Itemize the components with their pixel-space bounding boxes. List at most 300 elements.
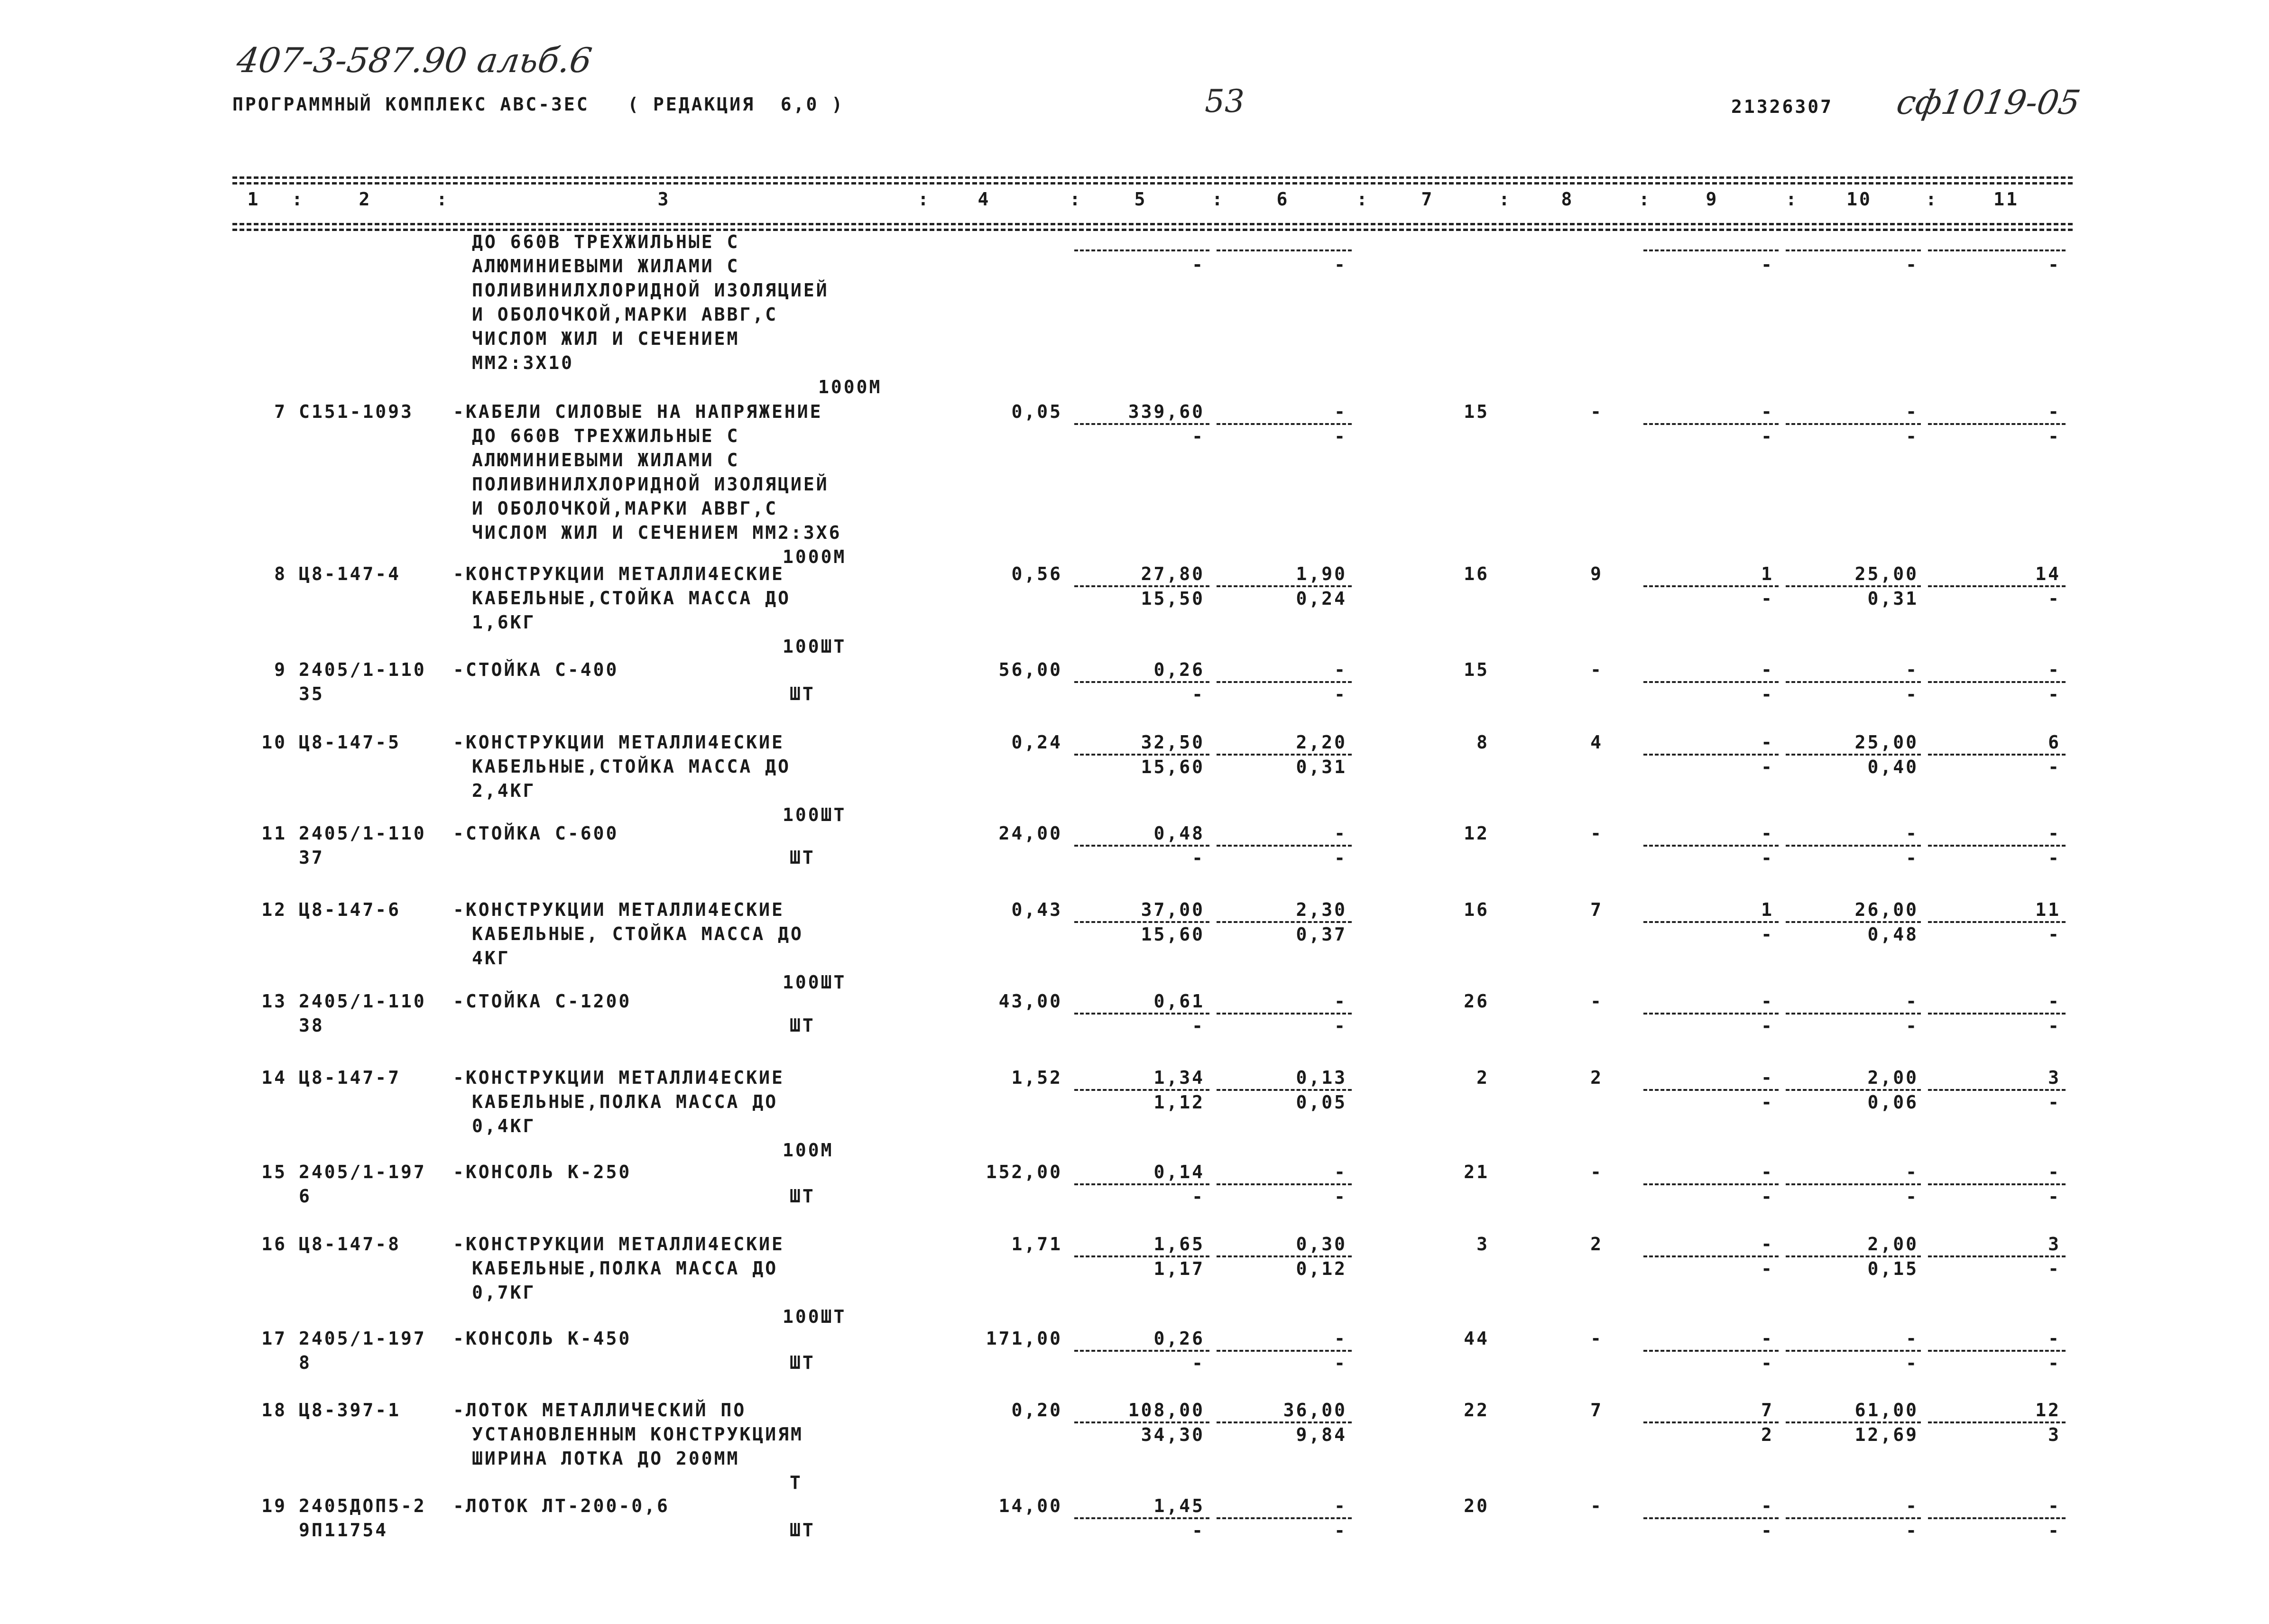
row-c10: - (1906, 823, 1919, 844)
row-description-line: -КОНСТРУКЦИИ МЕТАЛЛИ4ЕСКИЕ (453, 899, 784, 920)
row-description-line: И ОБОЛОЧКОЙ,МАРКИ АВВГ,С (472, 498, 778, 519)
continuation-description-line: ПОЛИВИНИЛХЛОРИДНОЙ ИЗОЛЯЦИЕЙ (472, 280, 829, 301)
dashed-underline-c10 (1786, 1183, 1921, 1185)
dashed-underline-c10 (1786, 249, 1921, 251)
row-c8: 7 (1590, 899, 1603, 920)
row-c5b: - (1192, 1353, 1205, 1374)
row-c6: - (1334, 1495, 1347, 1516)
row-c6: 0,13 (1296, 1067, 1347, 1088)
continuation-c11b: - (2048, 254, 2061, 275)
row-c9b: - (1761, 1353, 1774, 1374)
row-description-line: КАБЕЛЬНЫЕ,ПОЛКА МАССА ДО (472, 1091, 778, 1112)
row-c11: - (2048, 401, 2061, 422)
dashed-underline-c10 (1786, 1421, 1921, 1423)
row-c10: - (1906, 1328, 1919, 1349)
row-description-line: ПОЛИВИНИЛХЛОРИДНОЙ ИЗОЛЯЦИЕЙ (472, 474, 829, 495)
row-c11b: - (2048, 1520, 2061, 1541)
row-c9b: - (1761, 426, 1774, 447)
dashed-underline-c11 (1928, 1517, 2066, 1519)
row-c11b: - (2048, 588, 2061, 609)
row-c11: 3 (2048, 1234, 2061, 1255)
row-c4: 56,00 (998, 659, 1062, 680)
row-unit: ШТ (790, 1352, 815, 1373)
dashed-underline-c10 (1786, 754, 1921, 756)
row-c6b: - (1334, 426, 1347, 447)
column-header-6: 6 (1276, 189, 1290, 210)
row-c10b: - (1906, 684, 1919, 705)
row-code: 9П11754 (299, 1520, 388, 1541)
row-c4: 1,71 (1011, 1234, 1062, 1255)
row-c4: 0,43 (1011, 899, 1062, 920)
dashed-underline-c10 (1786, 585, 1921, 587)
row-c7: 15 (1464, 659, 1489, 680)
row-number: 8 (274, 563, 287, 584)
row-c8: - (1590, 823, 1603, 844)
row-c10: - (1906, 1162, 1919, 1182)
row-c11: 3 (2048, 1067, 2061, 1088)
row-unit: ШТ (790, 847, 815, 868)
row-c8: 2 (1590, 1234, 1603, 1255)
dashed-underline-c10 (1786, 681, 1921, 683)
dashed-underline-c5 (1074, 921, 1209, 923)
dashed-underline-c6 (1217, 1350, 1352, 1352)
row-c8: 9 (1590, 563, 1603, 584)
program-title: ПРОГРАММНЫЙ КОМПЛЕКС АВС-3ЕС ( РЕДАКЦИЯ 6,0 ) (232, 94, 845, 115)
row-c6b: 0,37 (1296, 924, 1347, 945)
row-c6: - (1334, 659, 1347, 680)
row-unit: ШТ (790, 1186, 815, 1207)
row-c7: 8 (1476, 732, 1489, 753)
row-code: 8 (299, 1352, 312, 1373)
continuation-description-line: ММ2:3Х10 (472, 352, 574, 373)
row-c11: 14 (2035, 563, 2061, 584)
continuation-c5b: - (1192, 254, 1205, 275)
row-number: 13 (261, 991, 287, 1012)
row-code: 2405ДОП5-2 (299, 1495, 426, 1516)
row-description-line: АЛЮМИНИЕВЫМИ ЖИЛАМИ С (472, 450, 740, 471)
row-description-line: 1,6КГ (472, 612, 536, 633)
row-c6b: 0,24 (1296, 588, 1347, 609)
row-c5b: 15,50 (1141, 588, 1205, 609)
document-number: 21326307 (1731, 96, 1834, 117)
row-description-line: УСТАНОВЛЕННЫМ КОНСТРУКЦИЯМ (472, 1424, 803, 1445)
dashed-underline-c9 (1643, 1350, 1779, 1352)
column-header-2: 2 (359, 189, 372, 210)
row-c9: - (1761, 401, 1774, 422)
row-c8: 4 (1590, 732, 1603, 753)
row-c11b: - (2048, 426, 2061, 447)
row-c5b: - (1192, 684, 1205, 705)
row-c11b: - (2048, 924, 2061, 945)
row-code: 2405/1-110 (299, 659, 426, 680)
column-header-3: 3 (657, 189, 671, 210)
row-c11: - (2048, 991, 2061, 1012)
row-code: Ц8-147-4 (299, 563, 401, 584)
row-c6b: - (1334, 684, 1347, 705)
row-description-line: 0,7КГ (472, 1282, 536, 1303)
dashed-underline-c10 (1786, 1350, 1921, 1352)
continuation-description-line: ДО 660В ТРЕХЖИЛЬНЫЕ С (472, 231, 740, 252)
row-description-line: -ЛОТОК ЛТ-200-0,6 (453, 1495, 670, 1516)
dashed-underline-c5 (1074, 1089, 1209, 1091)
row-c8: 7 (1590, 1400, 1603, 1421)
row-c5: 1,34 (1153, 1067, 1205, 1088)
row-c8: - (1590, 991, 1603, 1012)
continuation-description-line: АЛЮМИНИЕВЫМИ ЖИЛАМИ С (472, 256, 740, 277)
dashed-underline-c11 (1928, 921, 2066, 923)
row-c5: 108,00 (1128, 1400, 1205, 1421)
row-c9: - (1761, 1162, 1774, 1182)
column-separator: : (436, 189, 449, 210)
dashed-underline-c11 (1928, 249, 2066, 251)
row-code: 2405/1-197 (299, 1162, 426, 1182)
row-code: Ц8-147-5 (299, 732, 401, 753)
row-c8: - (1590, 1162, 1603, 1182)
row-c10b: - (1906, 1353, 1919, 1374)
row-c5: 27,80 (1141, 563, 1205, 584)
continuation-description-line: И ОБОЛОЧКОЙ,МАРКИ АВВГ,С (472, 304, 778, 325)
row-unit: ШТ (790, 1015, 815, 1036)
row-c9b: 2 (1761, 1424, 1774, 1445)
row-unit: 1000М (783, 546, 847, 567)
row-c11b: - (2048, 1015, 2061, 1036)
column-separator: : (1070, 189, 1082, 210)
table-top-rule-2 (232, 182, 2073, 185)
row-c10: - (1906, 991, 1919, 1012)
continuation-description-line: ЧИСЛОМ ЖИЛ И СЕЧЕНИЕМ (472, 328, 740, 349)
row-c11b: - (2048, 1258, 2061, 1279)
column-header-10: 10 (1846, 189, 1872, 210)
row-c9: - (1761, 1495, 1774, 1516)
dashed-underline-c6 (1217, 1517, 1352, 1519)
row-c8: - (1590, 401, 1603, 422)
dashed-underline-c6 (1217, 1089, 1352, 1091)
row-code: Ц8-397-1 (299, 1400, 401, 1421)
row-c7: 3 (1476, 1234, 1489, 1255)
row-c6: - (1334, 1162, 1347, 1182)
row-c10: 26,00 (1854, 899, 1919, 920)
row-c7: 21 (1464, 1162, 1489, 1182)
dashed-underline-c9 (1643, 681, 1779, 683)
row-c9b: - (1761, 924, 1774, 945)
row-c5: 1,45 (1153, 1495, 1205, 1516)
row-c5b: 1,17 (1153, 1258, 1205, 1279)
dashed-underline-c11 (1928, 1350, 2066, 1352)
dashed-underline-c11 (1928, 1255, 2066, 1257)
row-description-line: -КОНСТРУКЦИИ МЕТАЛЛИ4ЕСКИЕ (453, 1234, 784, 1255)
dashed-underline-c6 (1217, 423, 1352, 425)
row-code: 35 (299, 683, 324, 704)
dashed-underline-c11 (1928, 1013, 2066, 1015)
dashed-underline-c11 (1928, 585, 2066, 587)
row-number: 14 (261, 1067, 287, 1088)
dashed-underline-c5 (1074, 1350, 1209, 1352)
row-c5b: 15,60 (1141, 924, 1205, 945)
row-description-line: -ЛОТОК МЕТАЛЛИЧЕСКИЙ ПО (453, 1400, 747, 1421)
row-c6b: - (1334, 848, 1347, 868)
row-c5: 0,26 (1153, 1328, 1205, 1349)
column-separator: : (1639, 189, 1651, 210)
row-c6: 2,20 (1296, 732, 1347, 753)
dashed-underline-c6 (1217, 1013, 1352, 1015)
row-c7: 22 (1464, 1400, 1489, 1421)
column-header-8: 8 (1561, 189, 1574, 210)
row-c9b: - (1761, 1015, 1774, 1036)
dashed-underline-c6 (1217, 754, 1352, 756)
row-description-line: ЧИСЛОМ ЖИЛ И СЕЧЕНИЕМ ММ2:3Х6 (472, 522, 842, 543)
row-c8: - (1590, 659, 1603, 680)
row-c9b: - (1761, 848, 1774, 868)
row-c11: - (2048, 1328, 2061, 1349)
row-unit: 100ШТ (783, 804, 847, 825)
dashed-underline-c5 (1074, 845, 1209, 847)
row-c10: 25,00 (1854, 563, 1919, 584)
dashed-underline-c6 (1217, 921, 1352, 923)
dashed-underline-c10 (1786, 423, 1921, 425)
column-header-5: 5 (1134, 189, 1147, 210)
dashed-underline-c11 (1928, 845, 2066, 847)
row-c9: - (1761, 1234, 1774, 1255)
handwritten-reference: сф1019-05 (1893, 83, 2084, 122)
row-number: 18 (261, 1400, 287, 1421)
column-separator: : (292, 189, 304, 210)
row-code: Ц8-147-7 (299, 1067, 401, 1088)
dashed-underline-c11 (1928, 681, 2066, 683)
row-c4: 0,05 (1011, 401, 1062, 422)
row-description-line: -КОНСТРУКЦИИ МЕТАЛЛИ4ЕСКИЕ (453, 1067, 784, 1088)
row-number: 19 (261, 1495, 287, 1516)
row-c5: 32,50 (1141, 732, 1205, 753)
row-c6b: 0,12 (1296, 1258, 1347, 1279)
row-c11b: - (2048, 1092, 2061, 1113)
row-description-line: -КОНСТРУКЦИИ МЕТАЛЛИ4ЕСКИЕ (453, 732, 784, 753)
dashed-underline-c9 (1643, 845, 1779, 847)
row-c9b: - (1761, 1258, 1774, 1279)
row-c9: - (1761, 1328, 1774, 1349)
row-c10: - (1906, 1495, 1919, 1516)
table-header-rule (232, 223, 2073, 225)
row-c9b: - (1761, 588, 1774, 609)
row-c11: - (2048, 659, 2061, 680)
dashed-underline-c9 (1643, 1421, 1779, 1423)
column-header-1: 1 (247, 189, 260, 210)
column-header-11: 11 (1993, 189, 2019, 210)
row-c5b: - (1192, 848, 1205, 868)
row-c10b: 0,06 (1867, 1092, 1919, 1113)
continuation-unit: 1000М (818, 377, 882, 397)
row-c4: 152,00 (986, 1162, 1062, 1182)
row-unit: 100ШТ (783, 1306, 847, 1327)
dashed-underline-c10 (1786, 921, 1921, 923)
dashed-underline-c6 (1217, 845, 1352, 847)
dashed-underline-c5 (1074, 1517, 1209, 1519)
row-c4: 0,24 (1011, 732, 1062, 753)
dashed-underline-c6 (1217, 585, 1352, 587)
row-unit: Т (790, 1472, 802, 1493)
row-c6: 0,30 (1296, 1234, 1347, 1255)
dashed-underline-c9 (1643, 423, 1779, 425)
dashed-underline-c11 (1928, 1089, 2066, 1091)
row-c10: 2,00 (1867, 1067, 1919, 1088)
column-separator: : (1212, 189, 1225, 210)
dashed-underline-c6 (1217, 1421, 1352, 1423)
dashed-underline-c10 (1786, 1255, 1921, 1257)
row-c8: - (1590, 1328, 1603, 1349)
dashed-underline-c9 (1643, 1089, 1779, 1091)
row-c7: 16 (1464, 899, 1489, 920)
row-c6: - (1334, 401, 1347, 422)
dashed-underline-c6 (1217, 1255, 1352, 1257)
row-unit: ШТ (790, 683, 815, 704)
dashed-underline-c6 (1217, 1183, 1352, 1185)
row-number: 10 (261, 732, 287, 753)
row-c5b: 1,12 (1153, 1092, 1205, 1113)
row-c6: - (1334, 823, 1347, 844)
row-c10b: 0,31 (1867, 588, 1919, 609)
dashed-underline-c9 (1643, 921, 1779, 923)
row-description-line: -СТОЙКА С-400 (453, 659, 619, 680)
row-code: 2405/1-110 (299, 823, 426, 844)
row-c9b: - (1761, 757, 1774, 777)
row-c11: - (2048, 1495, 2061, 1516)
row-c5: 1,65 (1153, 1234, 1205, 1255)
row-c5: 0,61 (1153, 991, 1205, 1012)
row-c6b: 0,05 (1296, 1092, 1347, 1113)
row-c6b: - (1334, 1015, 1347, 1036)
row-c10: - (1906, 401, 1919, 422)
row-code: 2405/1-110 (299, 991, 426, 1012)
row-c9b: - (1761, 1186, 1774, 1207)
row-c10: 2,00 (1867, 1234, 1919, 1255)
row-c10b: 0,15 (1867, 1258, 1919, 1279)
row-description-line: -КОНСОЛЬ К-450 (453, 1328, 632, 1349)
row-unit: ШТ (790, 1520, 815, 1541)
row-c4: 0,20 (1011, 1400, 1062, 1421)
row-c7: 15 (1464, 401, 1489, 422)
dashed-underline-c9 (1643, 585, 1779, 587)
row-c11: 6 (2048, 732, 2061, 753)
dashed-underline-c9 (1643, 1255, 1779, 1257)
row-c9b: - (1761, 684, 1774, 705)
row-description-line: -КОНСОЛЬ К-250 (453, 1162, 632, 1182)
dashed-underline-c5 (1074, 1255, 1209, 1257)
row-description-line: 2,4КГ (472, 780, 536, 801)
row-c7: 2 (1476, 1067, 1489, 1088)
row-number: 9 (274, 659, 287, 680)
row-c5: 0,26 (1153, 659, 1205, 680)
row-c10b: - (1906, 1186, 1919, 1207)
row-description-line: ШИРИНА ЛОТКА ДО 200ММ (472, 1448, 740, 1469)
row-code: 6 (299, 1186, 312, 1207)
row-c11b: - (2048, 848, 2061, 868)
row-code: 2405/1-197 (299, 1328, 426, 1349)
dashed-underline-c9 (1643, 1517, 1779, 1519)
row-code: 38 (299, 1015, 324, 1036)
dashed-underline-c5 (1074, 249, 1209, 251)
row-description-line: -КАБЕЛИ СИЛОВЫЕ НА НАПРЯЖЕНИЕ (453, 401, 823, 422)
row-c7: 12 (1464, 823, 1489, 844)
row-c11: 11 (2035, 899, 2061, 920)
row-code: Ц8-147-6 (299, 899, 401, 920)
row-c11: - (2048, 823, 2061, 844)
row-description-line: 0,4КГ (472, 1116, 536, 1136)
row-c9: - (1761, 732, 1774, 753)
row-c10b: - (1906, 848, 1919, 868)
continuation-c9b: - (1761, 254, 1774, 275)
row-c5: 339,60 (1128, 401, 1205, 422)
row-c6b: - (1334, 1353, 1347, 1374)
row-unit: 100ШТ (783, 636, 847, 657)
row-c11: - (2048, 1162, 2061, 1182)
row-c11b: - (2048, 1186, 2061, 1207)
table-header-rule-2 (232, 229, 2073, 231)
dashed-underline-c5 (1074, 423, 1209, 425)
row-c9: - (1761, 1067, 1774, 1088)
row-c5b: - (1192, 1015, 1205, 1036)
row-description-line: 4КГ (472, 948, 510, 969)
row-number: 12 (261, 899, 287, 920)
row-c10b: - (1906, 426, 1919, 447)
row-c11b: - (2048, 684, 2061, 705)
row-c6b: 9,84 (1296, 1424, 1347, 1445)
row-c6: 2,30 (1296, 899, 1347, 920)
row-c11b: 3 (2048, 1424, 2061, 1445)
dashed-underline-c5 (1074, 754, 1209, 756)
row-c7: 16 (1464, 563, 1489, 584)
dashed-underline-c5 (1074, 585, 1209, 587)
row-c4: 1,52 (1011, 1067, 1062, 1088)
row-c5: 0,14 (1153, 1162, 1205, 1182)
row-c10: - (1906, 659, 1919, 680)
row-c5b: 34,30 (1141, 1424, 1205, 1445)
row-number: 11 (261, 823, 287, 844)
dashed-underline-c10 (1786, 1517, 1921, 1519)
row-c10: 25,00 (1854, 732, 1919, 753)
row-c7: 26 (1464, 991, 1489, 1012)
dashed-underline-c6 (1217, 681, 1352, 683)
dashed-underline-c5 (1074, 1013, 1209, 1015)
row-c10b: - (1906, 1520, 1919, 1541)
row-unit: 100М (783, 1140, 834, 1161)
row-c8: 2 (1590, 1067, 1603, 1088)
row-code: Ц8-147-8 (299, 1234, 401, 1255)
row-c5: 37,00 (1141, 899, 1205, 920)
row-c4: 14,00 (998, 1495, 1062, 1516)
row-c9b: - (1761, 1092, 1774, 1113)
handwritten-album-code: 407-3-587.90 альб.6 (234, 40, 595, 80)
row-description-line: ДО 660В ТРЕХЖИЛЬНЫЕ С (472, 425, 740, 446)
row-c6: 1,90 (1296, 563, 1347, 584)
dashed-underline-c9 (1643, 754, 1779, 756)
column-separator: : (1786, 189, 1799, 210)
row-c10b: 0,48 (1867, 924, 1919, 945)
row-code: С151-1093 (299, 401, 414, 422)
row-c4: 0,56 (1011, 563, 1062, 584)
dashed-underline-c11 (1928, 1183, 2066, 1185)
row-description-line: -КОНСТРУКЦИИ МЕТАЛЛИ4ЕСКИЕ (453, 563, 784, 584)
row-number: 17 (261, 1328, 287, 1349)
continuation-c6b: - (1334, 254, 1347, 275)
row-c5b: 15,60 (1141, 757, 1205, 777)
row-description-line: КАБЕЛЬНЫЕ,СТОЙКА МАССА ДО (472, 756, 791, 777)
row-description-line: КАБЕЛЬНЫЕ, СТОЙКА МАССА ДО (472, 923, 803, 944)
row-c6b: 0,31 (1296, 757, 1347, 777)
row-c10b: - (1906, 1015, 1919, 1036)
dashed-underline-c10 (1786, 1089, 1921, 1091)
row-c9: 1 (1761, 563, 1774, 584)
row-c9: 7 (1761, 1400, 1774, 1421)
row-number: 15 (261, 1162, 287, 1182)
